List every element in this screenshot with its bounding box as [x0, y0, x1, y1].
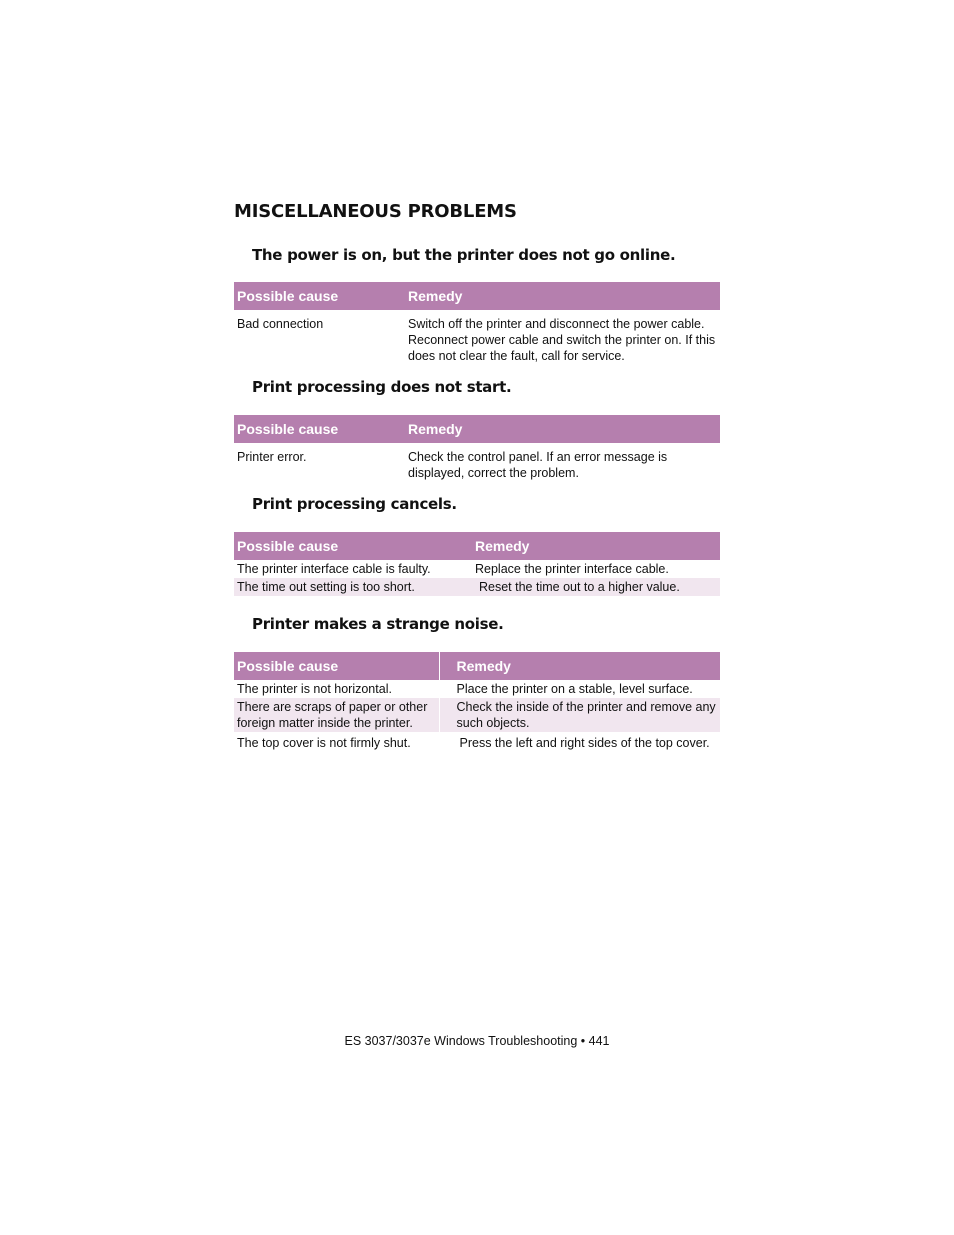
- column-header-cause: Possible cause: [234, 415, 405, 443]
- column-header-remedy: Remedy: [405, 415, 720, 443]
- table-strange-noise: [234, 652, 720, 752]
- table-header-row: [234, 652, 720, 680]
- column-header-remedy: Remedy: [405, 282, 720, 310]
- cause-cell: The top cover is not firmly shut.: [234, 732, 439, 752]
- cause-cell: The time out setting is too short.: [234, 578, 472, 596]
- remedy-cell: Check the control panel. If an error message is displayed, correct the problem.: [408, 450, 668, 480]
- cause-cell: The printer is not horizontal.: [234, 680, 439, 698]
- page-footer: ES 3037/3037e Windows Troubleshooting • 441: [344, 1034, 610, 1048]
- remedy-cell: Reset the time out to a higher value.: [472, 578, 720, 596]
- column-header-remedy: Remedy: [472, 532, 720, 560]
- remedy-cell: Switch off the printer and disconnect the power cable. Reconnect power cable and switch the printer on. If this does not clear the fault, call for service.: [408, 317, 716, 363]
- cause-cell: Printer error.: [237, 450, 307, 464]
- table-row: [234, 680, 720, 698]
- remedy-cell: Press the left and right sides of the top cover.: [459, 736, 710, 750]
- remedy-cell: Check the inside of the printer and remove any such objects.: [439, 698, 720, 732]
- column-header-cause: Possible cause: [234, 282, 405, 310]
- table-row: [234, 443, 720, 482]
- table-row: [234, 732, 720, 752]
- table-header-row: [234, 532, 720, 560]
- table-not-online: [234, 282, 720, 365]
- remedy-cell: Replace the printer interface cable.: [475, 562, 669, 576]
- page-title: MISCELLANEOUS PROBLEMS: [234, 201, 517, 222]
- cause-cell: Bad connection: [237, 317, 324, 331]
- section-heading-not-online: The power is on, but the printer does not go online.: [252, 246, 676, 264]
- column-header-cause: Possible cause: [234, 652, 439, 680]
- table-row: [234, 560, 720, 578]
- table-header-row: [234, 415, 720, 443]
- table-row: [234, 578, 720, 596]
- cause-cell: There are scraps of paper or other foreign matter inside the printer.: [234, 698, 439, 732]
- table-row: [234, 698, 720, 732]
- section-heading-processing-not-start: Print processing does not start.: [252, 378, 512, 396]
- table-row: [234, 310, 720, 365]
- section-heading-processing-cancels: Print processing cancels.: [252, 495, 457, 513]
- cause-cell: The printer interface cable is faulty.: [237, 562, 431, 576]
- remedy-cell: Place the printer on a stable, level surface.: [456, 682, 693, 696]
- section-heading-strange-noise: Printer makes a strange noise.: [252, 615, 504, 633]
- table-processing-cancels: [234, 532, 720, 596]
- column-header-cause: Possible cause: [234, 532, 472, 560]
- table-header-row: [234, 282, 720, 310]
- table-processing-not-start: [234, 415, 720, 482]
- column-header-remedy: Remedy: [439, 652, 720, 680]
